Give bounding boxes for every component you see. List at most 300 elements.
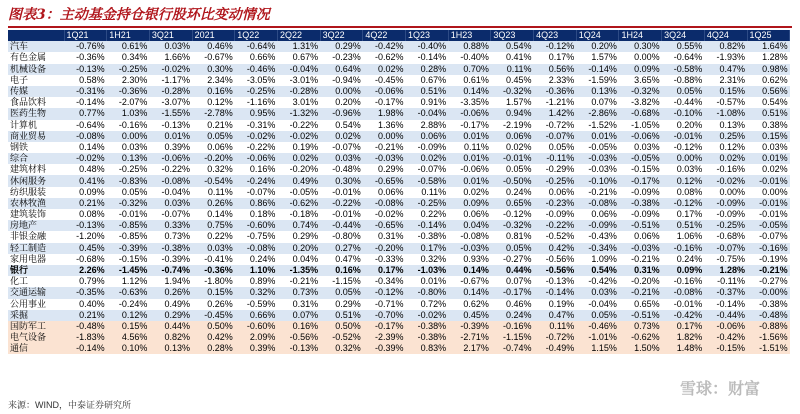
table-cell: 0.16% [192, 86, 235, 97]
table-cell: 3.65% [619, 75, 662, 86]
table-cell: -0.17% [491, 287, 534, 298]
table-cell: -0.17% [619, 175, 662, 186]
table-cell: 2.26% [64, 265, 107, 276]
row-label: 化工 [8, 276, 64, 287]
table-row [8, 243, 790, 254]
table-cell: 0.93% [448, 254, 491, 265]
table-cell: -0.42% [704, 332, 747, 343]
table-cell: 0.21% [64, 310, 107, 321]
table-cell: 0.46% [192, 41, 235, 52]
table-cell: 0.61% [107, 41, 150, 52]
table-cell: -0.46% [235, 64, 278, 75]
table-cell: -0.15% [704, 343, 747, 354]
table-cell: -0.23% [534, 198, 577, 209]
table-cell: 0.51% [662, 220, 705, 231]
table-cell: -0.48% [64, 321, 107, 332]
watermark: 雪球：财富 [679, 379, 760, 398]
table-cell: 0.29% [149, 310, 192, 321]
table-cell: -0.56% [277, 332, 320, 343]
table-cell: 0.61% [448, 75, 491, 86]
table-cell: -2.19% [491, 120, 534, 131]
table-cell: -0.01% [662, 299, 705, 310]
table-cell: -0.12% [363, 287, 406, 298]
table-cell: 0.95% [235, 108, 278, 119]
table-cell: -0.72% [534, 332, 577, 343]
table-cell: -0.75% [704, 254, 747, 265]
table-cell: -0.14% [534, 287, 577, 298]
table-cell: 0.01% [149, 131, 192, 142]
table-cell: -0.21% [576, 187, 619, 198]
table-cell: -0.12% [491, 209, 534, 220]
table-cell: -0.12% [534, 41, 577, 52]
table-cell: -0.27% [491, 254, 534, 265]
table-cell: 1.12% [107, 276, 150, 287]
table-cell: -0.34% [363, 276, 406, 287]
table-cell: 0.20% [576, 41, 619, 52]
table-cell: -3.05% [235, 75, 278, 86]
table-cell: 0.01% [448, 131, 491, 142]
table-cell: 0.21% [192, 120, 235, 131]
table-cell: 0.40% [64, 299, 107, 310]
table-cell: 0.31% [363, 231, 406, 242]
table-cell: 0.00% [747, 187, 790, 198]
table-cell: -0.20% [619, 276, 662, 287]
table-row [8, 287, 790, 298]
table-cell: -1.32% [277, 108, 320, 119]
table-cell: -0.36% [107, 86, 150, 97]
table-cell: -0.11% [534, 153, 577, 164]
column-header: 4Q24 [704, 30, 747, 41]
column-header: 3Q23 [491, 30, 534, 41]
table-cell: -0.25% [534, 175, 577, 186]
row-label: 休闲服务 [8, 175, 64, 186]
table-cell: 0.73% [277, 287, 320, 298]
table-cell: -0.42% [576, 276, 619, 287]
table-cell: -1.05% [619, 120, 662, 131]
table-cell: -0.01% [747, 198, 790, 209]
table-cell: 0.55% [662, 41, 705, 52]
table-cell: 0.25% [704, 131, 747, 142]
table-cell: -0.07% [320, 142, 363, 153]
table-cell: -0.64% [64, 120, 107, 131]
table-cell: 1.09% [576, 254, 619, 265]
table-cell: 0.50% [192, 321, 235, 332]
table-cell: 1.03% [107, 108, 150, 119]
row-label: 钢铁 [8, 142, 64, 153]
table-cell: 0.12% [107, 310, 150, 321]
table-cell: -0.44% [662, 97, 705, 108]
table-cell: 0.19% [277, 142, 320, 153]
table-cell: -0.01% [107, 209, 150, 220]
table-cell: 0.20% [662, 120, 705, 131]
table-cell: 0.05% [491, 164, 534, 175]
table-cell: -0.24% [235, 175, 278, 186]
table-cell: -0.44% [704, 310, 747, 321]
table-cell: 0.56% [534, 64, 577, 75]
table-cell: 0.42% [192, 332, 235, 343]
table-cell: -0.13% [64, 220, 107, 231]
table-cell: -0.67% [192, 52, 235, 63]
table-cell: -3.35% [448, 97, 491, 108]
table-cell: -0.09% [704, 198, 747, 209]
table-cell: -1.20% [64, 231, 107, 242]
table-cell: -0.11% [704, 276, 747, 287]
table-cell: 0.74% [277, 220, 320, 231]
table-cell: 0.15% [704, 86, 747, 97]
table-cell: -0.04% [576, 299, 619, 310]
table-cell: 0.54% [747, 97, 790, 108]
row-label: 综合 [8, 153, 64, 164]
table-cell: 0.06% [448, 209, 491, 220]
table-cell: -0.25% [107, 164, 150, 175]
table-cell: 0.16% [320, 265, 363, 276]
table-cell: 0.39% [149, 142, 192, 153]
table-cell: 0.09% [662, 265, 705, 276]
table-cell: -0.88% [747, 321, 790, 332]
table-cell: -0.64% [235, 41, 278, 52]
table-cell: 0.01% [406, 276, 449, 287]
table-cell: -0.74% [491, 343, 534, 354]
table-cell: 0.00% [363, 131, 406, 142]
table-cell: 0.47% [704, 64, 747, 75]
table-cell: -0.36% [64, 52, 107, 63]
table-cell: 0.20% [277, 243, 320, 254]
table-cell: 0.54% [576, 265, 619, 276]
table-cell: 0.18% [235, 209, 278, 220]
table-cell: 0.05% [491, 243, 534, 254]
table-cell: 0.46% [491, 299, 534, 310]
table-cell: -0.07% [406, 164, 449, 175]
table-cell: -0.67% [448, 276, 491, 287]
table-cell: -0.01% [662, 131, 705, 142]
table-cell: -0.05% [619, 153, 662, 164]
table-body [8, 41, 790, 354]
row-label: 非银金融 [8, 231, 64, 242]
table-cell: -0.06% [149, 153, 192, 164]
table-cell: 0.00% [662, 153, 705, 164]
table-cell: 0.49% [277, 175, 320, 186]
table-cell: 0.17% [534, 52, 577, 63]
table-cell: -0.08% [149, 175, 192, 186]
table-cell: 0.16% [277, 321, 320, 332]
table-cell: 1.82% [662, 332, 705, 343]
table-cell: -0.09% [406, 142, 449, 153]
table-cell: -0.06% [619, 131, 662, 142]
table-cell: -1.01% [576, 332, 619, 343]
table-cell: 0.19% [534, 299, 577, 310]
column-header: 1H21 [107, 30, 150, 41]
table-cell: 0.08% [662, 187, 705, 198]
table-cell: 1.48% [662, 343, 705, 354]
table-cell: 0.07% [277, 310, 320, 321]
column-header: 1Q23 [406, 30, 449, 41]
row-label: 银行 [8, 265, 64, 276]
table-cell: 0.07% [576, 97, 619, 108]
table-row [8, 321, 790, 332]
table-cell: -0.03% [576, 164, 619, 175]
table-cell: 0.45% [64, 243, 107, 254]
table-cell: 0.03% [662, 164, 705, 175]
table-cell: -0.25% [704, 220, 747, 231]
table-cell: -0.08% [662, 287, 705, 298]
table-cell: -0.56% [534, 265, 577, 276]
table-cell: 0.75% [192, 220, 235, 231]
table-cell: -0.08% [363, 198, 406, 209]
column-header: 1H23 [448, 30, 491, 41]
table-cell: 0.00% [704, 187, 747, 198]
table-cell: 2.09% [235, 332, 278, 343]
table-cell: 1.31% [277, 41, 320, 52]
table-cell: -0.07% [747, 231, 790, 242]
table-cell: 0.67% [277, 52, 320, 63]
table-cell: -0.21% [747, 265, 790, 276]
table-cell: 0.01% [576, 131, 619, 142]
table-cell: -0.02% [704, 175, 747, 186]
table-cell: 0.00% [320, 86, 363, 97]
table-cell: 0.05% [662, 86, 705, 97]
table-cell: -0.06% [704, 321, 747, 332]
column-header: 4Q23 [534, 30, 577, 41]
table-cell: -0.13% [64, 64, 107, 75]
table-cell: 0.33% [149, 220, 192, 231]
table-cell: -0.00% [747, 287, 790, 298]
table-cell: 0.12% [704, 142, 747, 153]
table-cell: 0.82% [149, 332, 192, 343]
table-cell: -0.24% [107, 299, 150, 310]
table-cell: 0.12% [192, 97, 235, 108]
table-row [8, 131, 790, 142]
table-cell: -1.15% [491, 332, 534, 343]
table-cell: -0.64% [662, 52, 705, 63]
table-cell: -0.12% [662, 198, 705, 209]
table-cell: -0.10% [662, 108, 705, 119]
table-cell: -0.16% [107, 120, 150, 131]
table-cell: -0.62% [619, 332, 662, 343]
table-cell: 0.12% [662, 175, 705, 186]
table-row [8, 52, 790, 63]
table-cell: 0.02% [406, 153, 449, 164]
table-cell: 0.03% [149, 198, 192, 209]
table-cell: 0.54% [491, 41, 534, 52]
row-label: 家用电器 [8, 254, 64, 265]
table-row [8, 175, 790, 186]
table-cell: 0.03% [107, 142, 150, 153]
table-cell: 0.01% [747, 153, 790, 164]
row-label: 国防军工 [8, 321, 64, 332]
table-cell: 0.16% [235, 164, 278, 175]
table-cell: -0.14% [704, 299, 747, 310]
row-label: 汽车 [8, 41, 64, 52]
table-cell: -0.88% [662, 75, 705, 86]
table-cell: -0.07% [704, 243, 747, 254]
table-cell: 0.39% [235, 343, 278, 354]
table-cell: 0.31% [619, 265, 662, 276]
table-cell: -0.09% [576, 220, 619, 231]
table-cell: -0.03% [448, 243, 491, 254]
table-cell: -0.31% [235, 120, 278, 131]
table-cell: -0.62% [363, 52, 406, 63]
table-cell: 0.29% [320, 299, 363, 310]
table-cell: -0.25% [235, 86, 278, 97]
table-cell: -0.46% [576, 321, 619, 332]
table-cell: -0.60% [235, 220, 278, 231]
table-cell: -0.51% [619, 310, 662, 321]
table-cell: 0.15% [107, 321, 150, 332]
table-cell: 4.56% [107, 332, 150, 343]
column-header: 3Q21 [149, 30, 192, 41]
table-cell: 0.83% [406, 343, 449, 354]
table-cell: 0.62% [747, 75, 790, 86]
table-cell: 0.02% [747, 164, 790, 175]
table-cell: 0.56% [747, 86, 790, 97]
table-row [8, 231, 790, 242]
table-cell: 0.03% [747, 142, 790, 153]
row-label: 传媒 [8, 86, 64, 97]
table-cell: 0.45% [491, 75, 534, 86]
table-cell: -0.74% [149, 265, 192, 276]
table-cell: -0.48% [320, 164, 363, 175]
table-cell: -0.12% [662, 142, 705, 153]
table-cell: -1.45% [107, 265, 150, 276]
table-cell: -0.54% [192, 175, 235, 186]
table-cell: 0.09% [64, 187, 107, 198]
table-cell: 0.03% [149, 41, 192, 52]
table-cell: 0.26% [192, 299, 235, 310]
table-cell: -0.63% [107, 287, 150, 298]
row-label: 纺织服装 [8, 187, 64, 198]
table-cell: 1.64% [747, 41, 790, 52]
table-cell: 0.65% [619, 299, 662, 310]
row-label: 有色金属 [8, 52, 64, 63]
table-cell: 1.66% [149, 52, 192, 63]
table-cell: 0.29% [363, 164, 406, 175]
column-header: 1Q21 [64, 30, 107, 41]
row-label: 农林牧渔 [8, 198, 64, 209]
table-cell: 0.02% [320, 131, 363, 142]
table-cell: 0.14% [192, 209, 235, 220]
table-cell: -0.04% [149, 187, 192, 198]
table-cell: 0.03% [320, 153, 363, 164]
column-header: 1Q25 [747, 30, 790, 41]
table-cell: -0.09% [534, 209, 577, 220]
table-cell: 0.88% [448, 41, 491, 52]
table-cell: -0.25% [406, 198, 449, 209]
table-cell: -0.06% [235, 153, 278, 164]
table-cell: 0.07% [491, 276, 534, 287]
table-row [8, 97, 790, 108]
table-cell: -0.22% [320, 198, 363, 209]
table-cell: -0.37% [704, 287, 747, 298]
table-cell: 0.24% [491, 310, 534, 321]
table-cell: 0.32% [406, 254, 449, 265]
table-cell: 0.44% [149, 321, 192, 332]
table-cell: -0.16% [662, 243, 705, 254]
table-cell: 0.72% [406, 299, 449, 310]
table-cell: -0.09% [619, 187, 662, 198]
table-cell: -0.17% [363, 321, 406, 332]
table-title: 图表3：主动基金持仓银行股环比变动情况 [8, 4, 792, 28]
table-cell: 0.02% [363, 64, 406, 75]
table-cell: -0.02% [277, 131, 320, 142]
table-cell: -0.35% [64, 287, 107, 298]
table-cell: -1.93% [704, 52, 747, 63]
row-label: 公用事业 [8, 299, 64, 310]
table-cell: -0.58% [406, 175, 449, 186]
table-cell: -0.15% [619, 164, 662, 175]
table-cell: 0.05% [320, 287, 363, 298]
table-cell: 0.41% [64, 175, 107, 186]
table-cell: 0.51% [747, 108, 790, 119]
table-cell: 0.30% [619, 41, 662, 52]
table-row [8, 209, 790, 220]
table-cell: 0.48% [64, 164, 107, 175]
table-cell: -0.68% [64, 254, 107, 265]
table-cell: -0.32% [619, 86, 662, 97]
table-cell: 0.17% [406, 243, 449, 254]
table-cell: -0.05% [277, 187, 320, 198]
table-cell: 0.98% [747, 64, 790, 75]
table-cell: -0.94% [320, 75, 363, 86]
table-cell: -0.07% [235, 187, 278, 198]
table-cell: 0.06% [192, 142, 235, 153]
table-cell: -0.41% [192, 254, 235, 265]
table-cell: -0.08% [448, 231, 491, 242]
table-cell: 2.88% [406, 120, 449, 131]
table-cell: -0.43% [576, 231, 619, 242]
table-cell: -0.22% [149, 164, 192, 175]
table-cell: -0.18% [277, 209, 320, 220]
table-cell: 0.06% [363, 187, 406, 198]
column-header: 3Q24 [662, 30, 705, 41]
table-cell: -0.16% [747, 243, 790, 254]
table-cell: -0.34% [576, 243, 619, 254]
table-cell: -0.60% [235, 321, 278, 332]
table-cell: 0.32% [235, 287, 278, 298]
table-cell: 0.06% [406, 131, 449, 142]
table-cell: 1.42% [534, 108, 577, 119]
table-cell: -0.45% [363, 75, 406, 86]
table-cell: -0.44% [320, 220, 363, 231]
table-cell: 1.06% [662, 231, 705, 242]
table-cell: 0.11% [491, 64, 534, 75]
table-cell: 0.11% [192, 187, 235, 198]
table-cell: 0.89% [235, 276, 278, 287]
table-row [8, 64, 790, 75]
table-cell: 0.47% [320, 254, 363, 265]
table-cell: -0.39% [107, 243, 150, 254]
table-cell: -0.39% [448, 321, 491, 332]
table-cell: 0.21% [64, 198, 107, 209]
table-cell: -0.85% [107, 231, 150, 242]
row-label: 轻工制造 [8, 243, 64, 254]
row-label: 食品饮料 [8, 97, 64, 108]
table-cell: -2.39% [363, 332, 406, 343]
table-cell: -0.14% [64, 343, 107, 354]
table-cell: 0.06% [619, 231, 662, 242]
table-cell: -0.03% [363, 153, 406, 164]
table-cell: -0.38% [149, 243, 192, 254]
table-cell: -0.28% [277, 86, 320, 97]
header-corner [8, 30, 64, 41]
table-row [8, 310, 790, 321]
row-label: 交通运输 [8, 287, 64, 298]
table-cell: 3.01% [277, 97, 320, 108]
table-row [8, 343, 790, 354]
row-label: 商业贸易 [8, 131, 64, 142]
table-cell: -0.32% [491, 86, 534, 97]
table-cell: -3.82% [619, 97, 662, 108]
table-row [8, 220, 790, 231]
